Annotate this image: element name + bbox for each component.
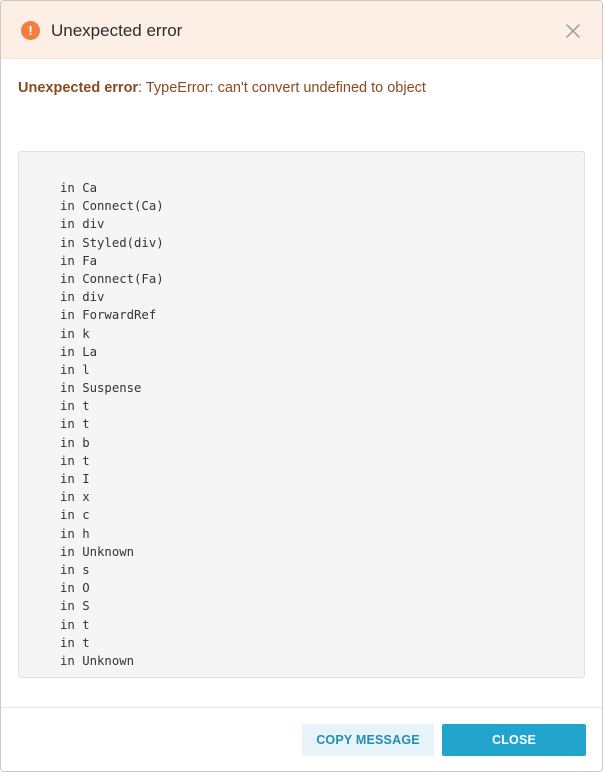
stack-trace-line: in O (60, 581, 90, 596)
close-button[interactable]: CLOSE (442, 724, 586, 756)
stack-trace-line: in t (60, 453, 90, 468)
stack-trace-line: in t (60, 617, 90, 632)
stack-trace-line: in c (60, 508, 90, 523)
exclamation-circle-icon: ! (21, 21, 40, 40)
stack-trace-line: in I (60, 472, 90, 486)
stack-trace-box (18, 151, 585, 678)
copy-message-button[interactable]: COPY MESSAGE (302, 724, 434, 756)
stack-trace-line: in Connect(Ca) (60, 199, 164, 214)
error-message-prefix: Unexpected error (18, 80, 139, 96)
stack-trace-line: in b (60, 435, 90, 450)
stack-trace-line: in div (60, 217, 105, 232)
stack-trace-line: in Unknown (60, 653, 135, 668)
stack-trace-line: in Fa (60, 253, 98, 268)
stack-trace-line: in x (60, 490, 90, 505)
dialog-title: Unexpected error (51, 21, 183, 40)
stack-trace-line: in Suspense (60, 381, 142, 396)
close-icon-graphic (563, 21, 583, 41)
stack-trace-line: in t (60, 417, 90, 432)
stack-trace-line: in S (60, 599, 90, 614)
dialog-footer (1, 707, 602, 771)
stack-trace-line: in La (60, 344, 98, 359)
error-message (18, 79, 426, 97)
stack-trace-line: in l (60, 362, 90, 377)
stack-trace-line: in div (60, 290, 105, 305)
error-message-separator: : (138, 80, 146, 96)
stack-trace-line: in t (60, 399, 90, 414)
stack-trace-line: in Connect(Fa) (60, 271, 164, 286)
error-message-text: TypeError: can't convert undefined to object (145, 80, 426, 96)
stack-trace-line: in Unknown (60, 544, 135, 559)
stack-trace-line: in k (60, 326, 90, 341)
stack-trace-line: in Styled(div) (60, 235, 164, 250)
stack-trace-line: in Ca (60, 181, 98, 195)
stack-trace-list (60, 179, 164, 670)
dialog-header (1, 1, 602, 59)
stack-trace-line: in s (60, 562, 90, 577)
close-icon[interactable] (563, 21, 583, 41)
stack-trace-line: in ForwardRef (60, 308, 157, 323)
stack-trace-line: in t (60, 635, 90, 650)
stack-trace-line: in h (60, 526, 90, 541)
